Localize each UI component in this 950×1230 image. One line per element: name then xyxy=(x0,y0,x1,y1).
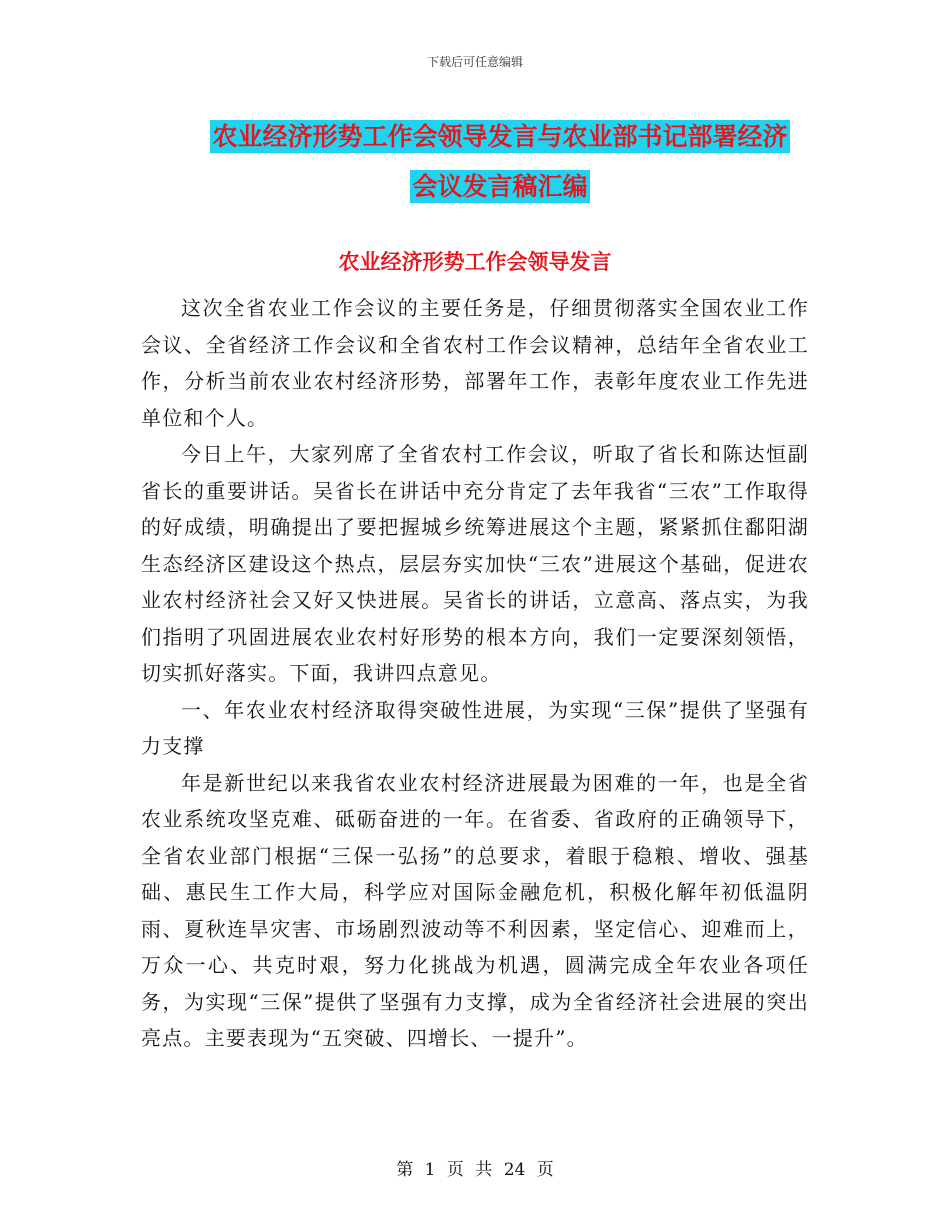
body-text xyxy=(141,290,809,1057)
document-title-line1: 农业经济形势工作会领导发言与农业部书记部署经济 xyxy=(212,122,788,151)
paragraph-1: 这次全省农业工作会议的主要任务是，仔细贯彻落实全国农业工作会议、全省经济工作会议和全省农村工作会议精神，总结年全省农业工作，分析当前农业农村经济形势，部署年工作，表彰年度农业工作先进单位和个人。 xyxy=(141,296,809,430)
header-note: 下载后可任意编辑 xyxy=(426,55,523,69)
page-footer: 第 1 页 共 24 页 xyxy=(396,1160,554,1180)
document-title-line2: 会议发言稿汇编 xyxy=(412,172,588,201)
document-title xyxy=(150,112,850,212)
paragraph-4: 年是新世纪以来我省农业农村经济进展最为困难的一年，也是全省农业系统攻坚克难、砥砺奋进的一年。在省委、省政府的正确领导下，全省农业部门根据“三保一弘扬”的总要求，着眼于稳粮、增收、强基础、惠民生工作大局，科学应对国际金融危机，积极化解年初低温阴雨、夏秋连旱灾害、市场剧烈波动等不利因素，坚定信心、迎难而上，万众一心、共克时艰，努力化挑战为机遇，圆满完成全年农业各项任务，为实现“三保”提供了坚强有力支撑，成为全省经济社会进展的突出亮点。主要表现为“五突破、四增长、一提升”。 xyxy=(141,770,809,1050)
paragraph-2: 今日上午，大家列席了全省农村工作会议，听取了省长和陈达恒副省长的重要讲话。吴省长在讲话中充分肯定了去年我省“三农”工作取得的好成绩，明确提出了要把握城乡统筹进展这个主题，紧紧抓住鄱阳湖生态经济区建设这个热点，层层夯实加快“三农”进展这个基础，促进农业农村经济社会又好又快进展。吴省长的讲话，立意高、落点实，为我们指明了巩固进展农业农村好形势的根本方向，我们一定要深刻领悟，切实抓好落实。下面，我讲四点意见。 xyxy=(141,442,809,685)
paragraph-3: 一、年农业农村经济取得突破性进展，为实现“三保”提供了坚强有力支撑 xyxy=(141,697,809,758)
section-title: 农业经济形势工作会领导发言 xyxy=(338,250,612,274)
